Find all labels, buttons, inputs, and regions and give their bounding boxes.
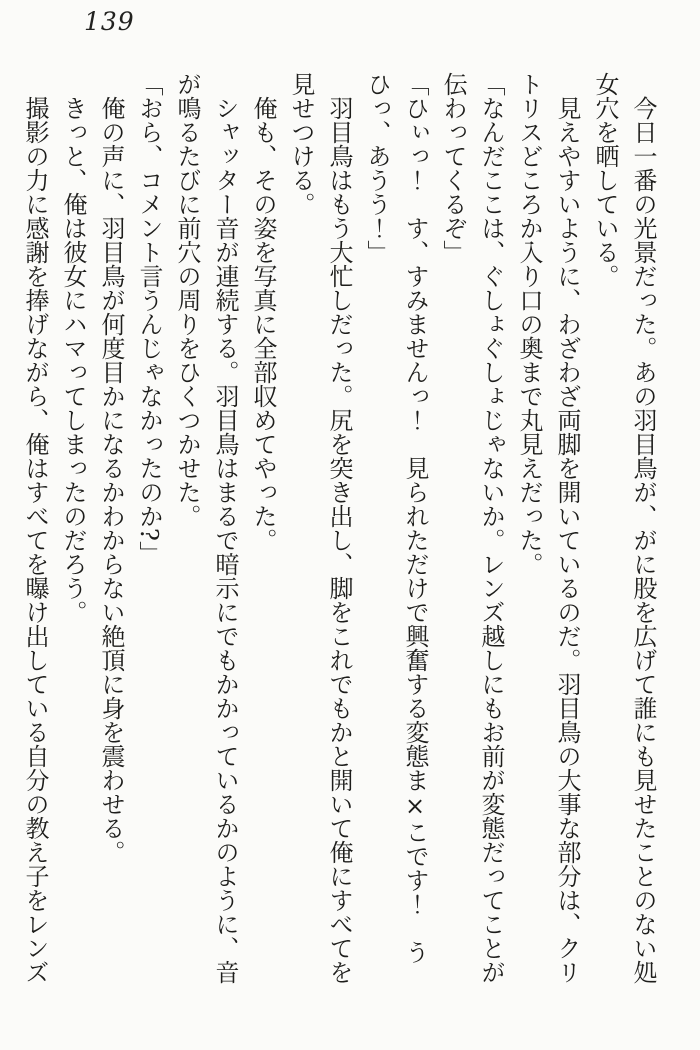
paragraph: 俺も、その姿を写真に全部収めてやった。 <box>249 96 277 552</box>
paragraph: きっと、俺は彼女にハマってしまったのだろう。 <box>59 96 87 624</box>
paragraph: 羽目鳥はもう大忙しだった。尻を突き出し、脚をこれでもかと開いて俺にすべてを見せつける。 <box>287 72 353 984</box>
paragraph: 「なんだここは、ぐしょぐしょじゃないか。レンズ越しにもお前が変態だってことが伝わってくるぞ」 <box>439 72 505 984</box>
paragraph: 「おら、コメント言うんじゃなかったのか?」 <box>135 72 163 565</box>
paragraph: 撮影の力に感謝を捧げながら、俺はすべてを曝け出している自分の教え子をレンズ <box>21 96 49 984</box>
paragraph: 「ひぃっ！ す、すみませんっ！ 見られただけで興奮する変態ま×こです！ うひっ、あうう！」 <box>363 72 429 964</box>
paragraph: シャッター音が連続する。羽目鳥はまるで暗示にでもかかっているかのように、音が鳴るたびに前穴の周りをひくつかせた。 <box>173 72 239 984</box>
page-number: 139 <box>84 7 135 36</box>
vertical-text-block <box>16 72 662 988</box>
paragraph: 見えやすいように、わざわざ両脚を開いているのだ。羽目鳥の大事な部分は、クリトリスどころか入り口の奥まで丸見えだった。 <box>515 72 581 984</box>
paragraph: 今日一番の光景だった。あの羽目鳥が、がに股を広げて誰にも見せたことのない処女穴を晒している。 <box>591 72 657 984</box>
paragraph: 俺の声に、羽目鳥が何度目かになるかわからない絶頂に身を震わせる。 <box>97 96 125 864</box>
